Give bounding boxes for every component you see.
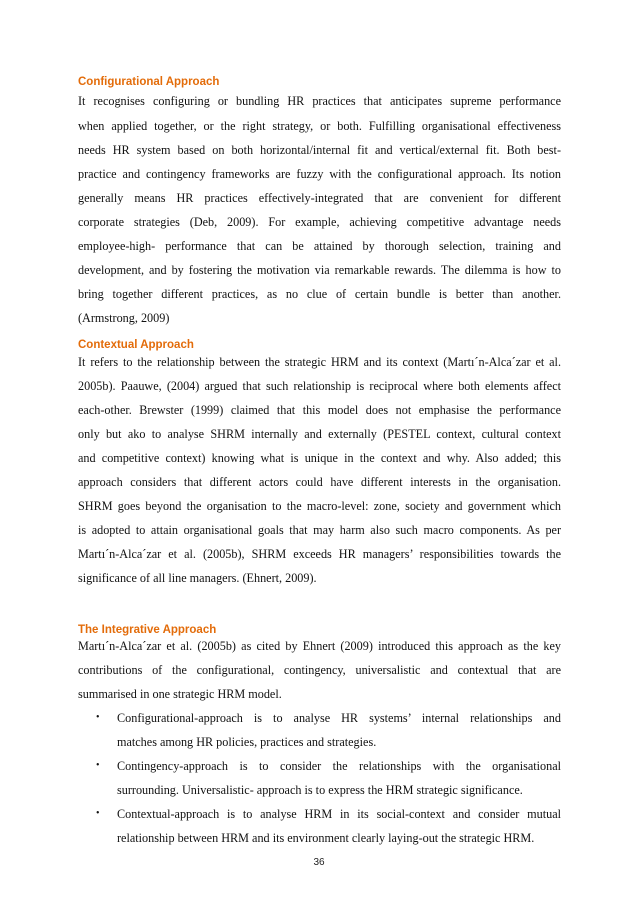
paragraph-line: Martı´n-Alca´zar et al. (2005b), SHRM exceeds HR managers’ responsibilities towards the — [78, 547, 561, 561]
bullet-line: surrounding. Universalistic- approach is to express the HRM strategic significance. — [117, 783, 523, 797]
paragraph-line: It recognises configuring or bundling HR practices that anticipates supreme performance — [78, 94, 561, 108]
paragraph-line: development, and by fostering the motivation via remarkable rewards. The dilemma is how to — [78, 263, 561, 277]
paragraph-line: generally means HR practices effectively-integrated that are convenient for different — [78, 191, 561, 205]
section-heading-integrative: The Integrative Approach — [78, 624, 217, 636]
paragraph-line: and competitive context) knowing what is unique in the context and why. Also added; this — [78, 451, 561, 465]
paragraph-line: contributions of the configurational, contingency, universalistic and contextual that are — [78, 663, 561, 677]
paragraph-line: approach considers that different actors could have different interests in the organisation. — [78, 475, 561, 489]
paragraph-line: Martı´n-Alca´zar et al. (2005b) as cited by Ehnert (2009) introduced this approach as the key — [78, 639, 561, 653]
bullet-line: Contingency-approach is to consider the relationships with the organisational — [117, 759, 561, 773]
paragraph-line: It refers to the relationship between the strategic HRM and its context (Martı´n-Alca´zar et al. — [78, 355, 561, 369]
bullet-icon: • — [96, 712, 100, 723]
bullet-line: matches among HR policies, practices and strategies. — [117, 735, 377, 749]
bullet-line: relationship between HRM and its environment clearly laying-out the strategic HRM. — [117, 831, 535, 845]
paragraph-line: only but ako to analyse SHRM internally and externally (PESTEL context, cultural context — [78, 427, 561, 441]
paragraph-line: SHRM goes beyond the organisation to the macro-level: zone, society and government which — [78, 499, 561, 513]
paragraph-line: corporate strategies (Deb, 2009). For example, achieving competitive advantage needs — [78, 215, 561, 229]
bullet-icon: • — [96, 760, 100, 771]
paragraph-line: 2005b). Paauwe, (2004) argued that such relationship is reciprocal where both elements affect — [78, 379, 561, 393]
paragraph-line: employee-high- performance that can be attained by thorough selection, training and — [78, 239, 561, 253]
bullet-line: Contextual-approach is to analyse HRM in its social-context and consider mutual — [117, 807, 561, 821]
paragraph-line: significance of all line managers. (Ehnert, 2009). — [78, 571, 317, 585]
section-heading-contextual: Contextual Approach — [78, 339, 194, 351]
page-number: 36 — [313, 857, 325, 868]
bullet-icon: • — [96, 808, 100, 819]
section-heading-configurational: Configurational Approach — [78, 76, 220, 88]
paragraph-line: (Armstrong, 2009) — [78, 311, 170, 325]
paragraph-line: practice and contingency frameworks are fuzzy with the configurational approach. Its notion — [78, 167, 561, 181]
paragraph-line: when applied together, or the right strategy, or both. Fulfilling organisational effectiveness — [78, 119, 561, 133]
paragraph-line: each-other. Brewster (1999) claimed that this model does not emphasise the performance — [78, 403, 561, 417]
paragraph-line: is adopted to attain organisational goals that may harm also such macro components. As per — [78, 523, 561, 537]
paragraph-line: needs HR system based on both horizontal/internal fit and vertical/external fit. Both best- — [78, 143, 561, 157]
bullet-line: Configurational-approach is to analyse HR systems’ internal relationships and — [117, 711, 561, 725]
paragraph-line: bring together different practices, as no clue of certain bundle is better than another. — [78, 287, 561, 301]
paragraph-line: summarised in one strategic HRM model. — [78, 687, 282, 701]
